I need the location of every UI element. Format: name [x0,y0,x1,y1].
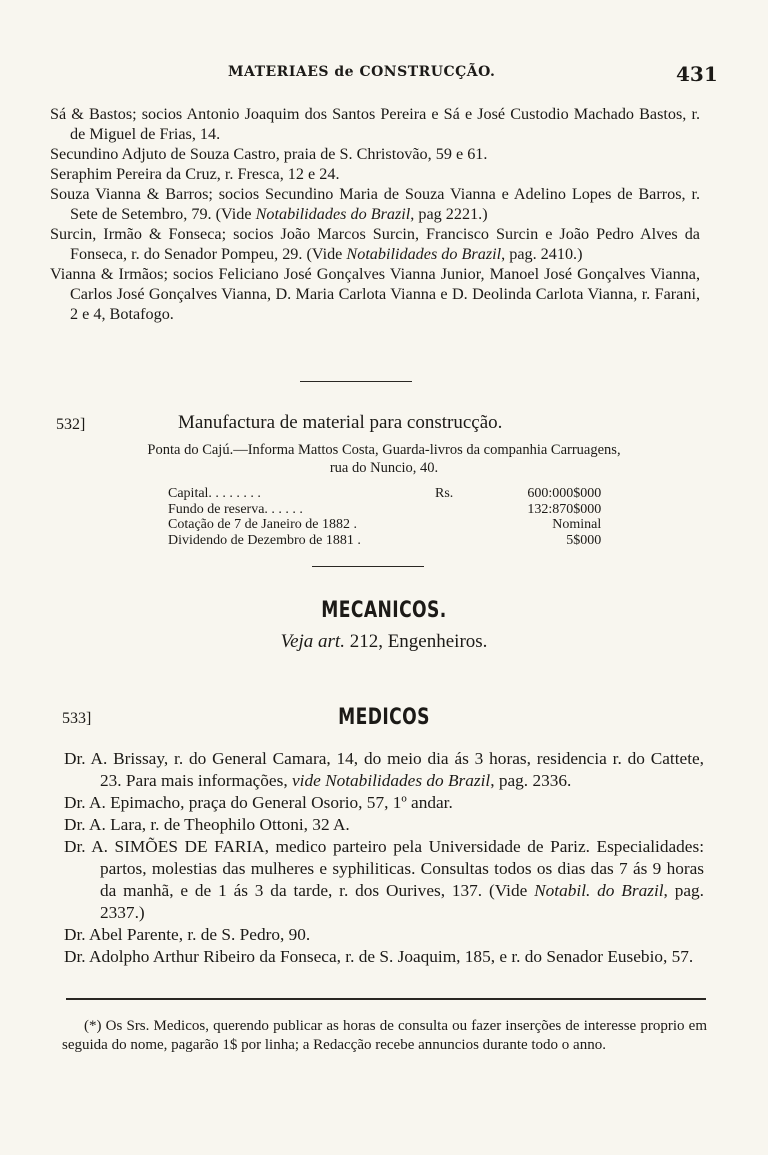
row-label: Fundo de reserva. . . . . . [168,501,303,517]
entry-text: Souza Vianna & Barros; socios Secundino Maria de Souza Vianna e Adelino Lopes de Barros, r. Sete de Setembro, 79. (Vide [50,185,700,223]
row-currency: Rs. [435,486,454,501]
list-item: Dr. Abel Parente, r. de S. Pedro, 90. [64,925,311,944]
mecanicos-reference [0,631,768,653]
list-item [50,224,700,264]
financial-table [168,486,601,548]
entry-tail: , pag. 2410.) [501,245,583,263]
list-item: Seraphim Pereira da Cruz, r. Fresca, 12 e 24. [50,165,340,183]
info-line: rua do Nuncio, 40. [329,460,439,476]
veja-label: Veja art. [280,631,345,652]
medicos-list [64,748,704,968]
entry-text: Dr. A. SIMÕES DE FARIA, medico parteiro pela Universidade de Pariz. Especialidades: partos, molestias das mulheres e syphiliticas. Consultas todos os dias das 7 ás 9 horas da manhã, e de 1 ás 3 da tarde, r. dos Ourives, 137. (Vide [64,837,704,900]
table-row [168,517,601,533]
entry-tail: , pag. 2337.) [100,881,704,922]
list-item [50,184,700,224]
row-label: Capital. . . . . . . . [168,486,261,501]
listing-top [50,104,700,324]
list-item: Dr. A. Epimacho, praça do General Osorio, 57, 1º andar. [64,793,453,812]
page-title: MATERIAES de CONSTRUCÇÃO. [228,64,496,80]
table-row [168,533,601,549]
reference-text: 212, Engenheiros. [349,631,488,652]
reference-title: Notabil. do Brazil [534,881,664,900]
row-label: Dividendo de Dezembro de 1881 . [168,532,361,548]
reference-title: Notabilidades do Brazil [346,245,502,263]
entry-text: Surcin, Irmão & Fonseca; socios João Marcos Surcin, Francisco Surcin e João Pedro Alves da Fonseca, r. do Senador Pompeu, 29. (Vide [50,225,700,263]
list-item: Dr. Adolpho Arthur Ribeiro da Fonseca, r. de S. Joaquim, 185, e r. do Senador Eusebio, 57. [64,947,694,966]
section-number: 532] [56,416,86,433]
entry-tail: , pag 2221.) [410,205,488,223]
row-currency [435,533,453,549]
entry-tail: , pag. 2336. [490,771,572,790]
list-item: Sá & Bastos; socios Antonio Joaquim dos Santos Pereira e Sá e José Custodio Machado Bastos, r. de Miguel de Frias, 14. [50,105,700,143]
running-header [0,64,768,88]
reference-title: vide Notabilidades do Brazil [291,771,491,790]
list-item [64,836,704,924]
row-value: 132:870$000 [527,501,602,517]
list-item: Vianna & Irmãos; socios Feliciano José Gonçalves Vianna Junior, Manoel José Gonçalves Vianna, Carlos José Gonçalves Vianna, D. Maria Carlota Vianna e D. Deolinda Carlota Vianna, r. Farani, 2 e 4, Botafogo. [50,265,700,323]
table-row [168,486,601,502]
divider [312,566,424,567]
row-value: 600:000$000 [527,486,602,501]
reference-title: Notabilidades do Brazil [255,205,411,223]
entry-text: Dr. A. Brissay, r. do General Camara, 14, do meio dia ás 3 horas, residencia r. do Cattete, 23. Para mais informações, [64,749,704,790]
footnote: (*) Os Srs. Medicos, querendo publicar as horas de consulta ou fazer inserções de interesse proprio em seguida do nome, pagarão 1$ por linha; a Redacção recebe annuncios durante todo o anno. [62,1018,707,1053]
mecanicos-heading: MECANICOS. [321,598,447,623]
medicos-heading: MEDICOS [338,705,430,730]
section-title: Manufactura de material para construcção. [178,412,503,433]
row-currency [435,502,453,518]
row-label: Cotação de 7 de Janeiro de 1882 . [168,517,357,532]
footnote-rule [66,998,706,1000]
row-value: Nominal [552,517,602,532]
row-currency [435,517,453,533]
table-row [168,502,601,518]
row-value: 5$000 [566,532,602,548]
page-number: 431 [676,62,718,86]
list-item: Secundino Adjuto de Souza Castro, praia de S. Christovão, 59 e 61. [50,145,488,163]
section-number: 533] [62,710,92,727]
divider [300,381,412,382]
info-line: Ponta do Cajú.—Informa Mattos Costa, Guarda-livros da companhia Carruagens, [147,442,621,458]
list-item: Dr. A. Lara, r. de Theophilo Ottoni, 32 A. [64,815,350,834]
list-item [64,748,704,792]
